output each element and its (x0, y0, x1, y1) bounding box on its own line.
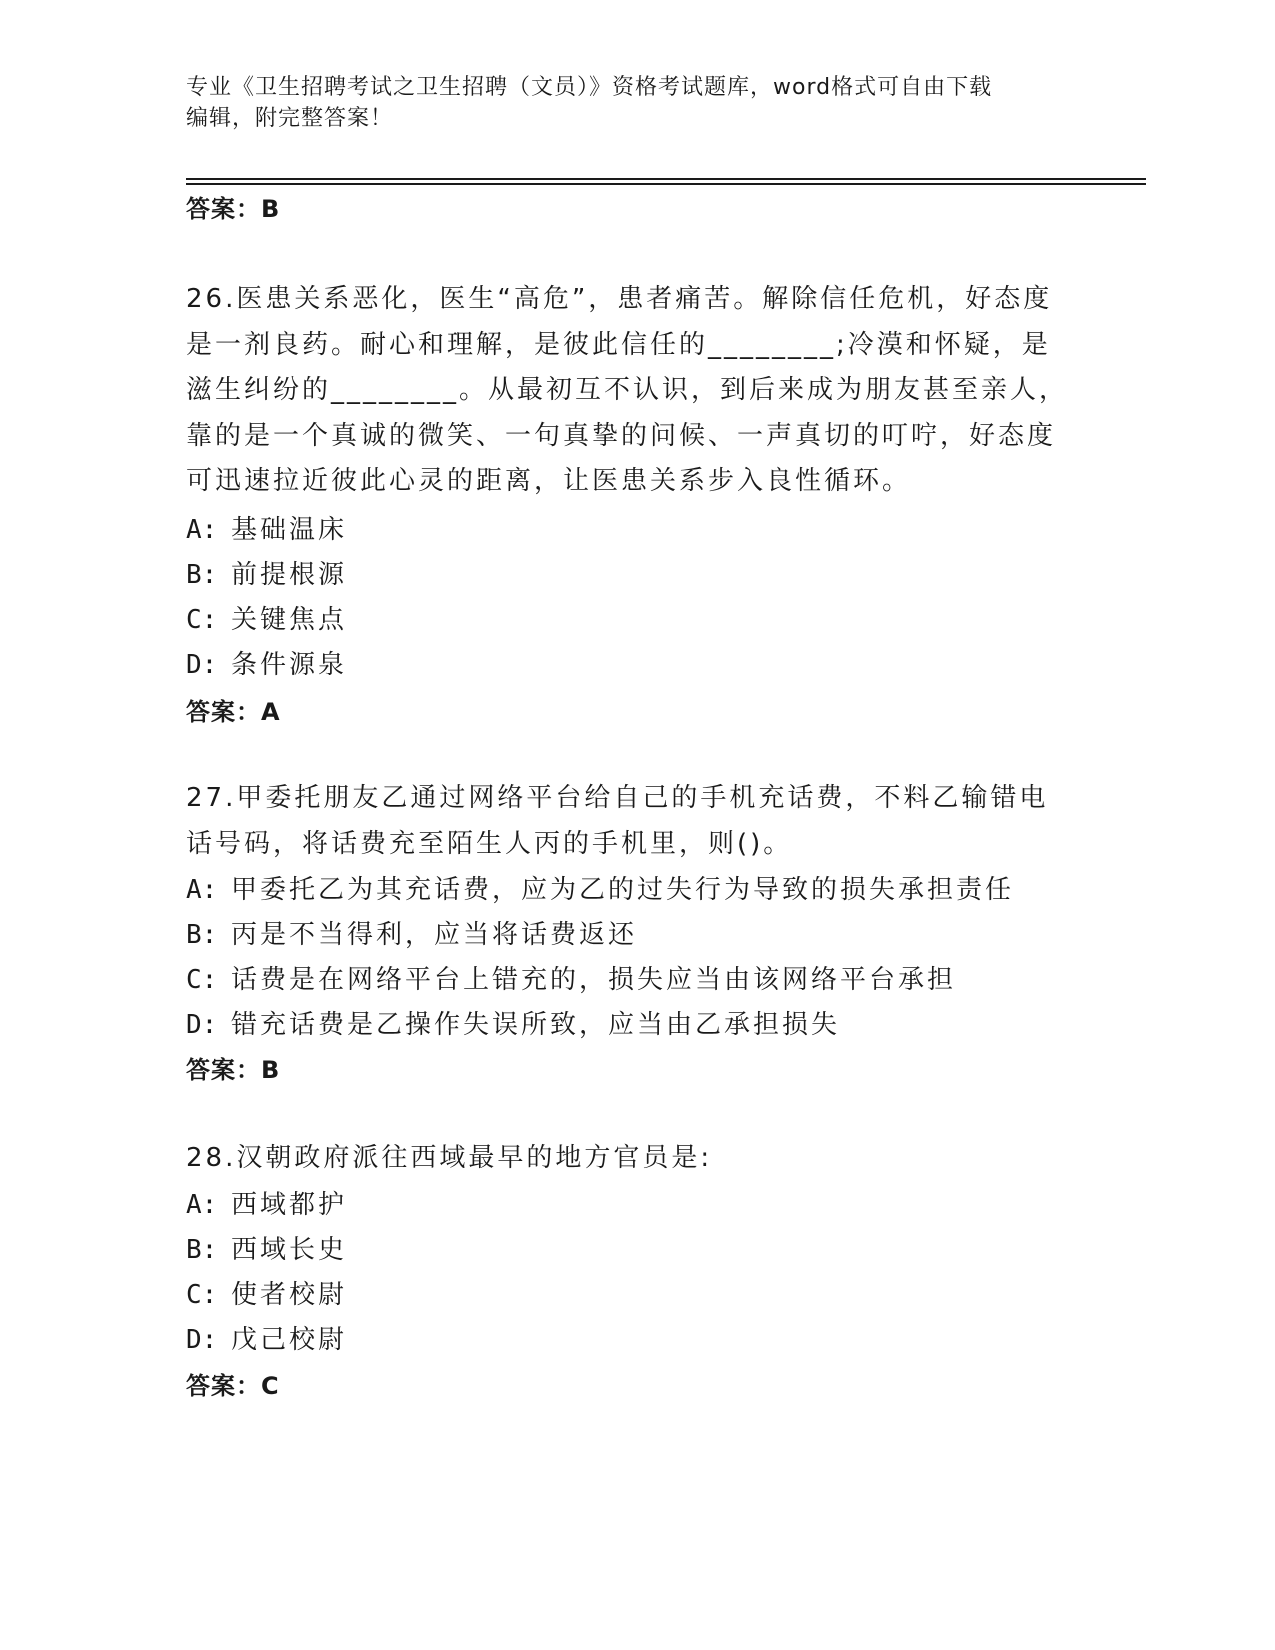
option-text: 关键焦点 (231, 605, 348, 635)
option-text: 话费是在网络平台上错充的，损失应当由该网络平台承担 (231, 965, 957, 995)
question-28-option-b (186, 1229, 347, 1266)
option-letter: B: (186, 560, 218, 590)
question-text: 甲委托朋友乙通过网络平台给自己的手机充话费，不料乙输错电话号码，将话费充至陌生人丙的手机里，则()。 (186, 783, 1049, 859)
option-letter: A: (186, 875, 218, 905)
header-line-2: 编辑，附完整答案！ (186, 106, 394, 131)
question-28-option-d (186, 1319, 347, 1356)
previous-answer (186, 189, 280, 224)
answer-value: A (261, 698, 281, 726)
question-26-option-d (186, 644, 347, 681)
question-26-answer (186, 692, 281, 727)
option-text: 西域长史 (231, 1235, 348, 1265)
question-27-stem (186, 776, 1076, 867)
option-text: 错充话费是乙操作失误所致，应当由乙承担损失 (231, 1010, 841, 1040)
question-26-option-a (186, 509, 347, 546)
question-28-option-a (186, 1184, 347, 1221)
question-28-option-c (186, 1274, 347, 1311)
option-letter: B: (186, 920, 218, 950)
option-letter: D: (186, 1325, 218, 1355)
header-divider-bottom (186, 183, 1146, 185)
question-26-option-b (186, 554, 347, 591)
answer-label: 答案： (186, 698, 261, 726)
option-text: 使者校尉 (231, 1280, 348, 1310)
option-text: 条件源泉 (231, 650, 348, 680)
header-line-1: 专业《卫生招聘考试之卫生招聘（文员）》资格考试题库，word格式可自由下载 (186, 75, 993, 100)
option-text: 戊己校尉 (231, 1325, 348, 1355)
answer-value: B (261, 195, 281, 223)
answer-value: B (261, 1056, 281, 1084)
question-27-answer (186, 1050, 280, 1085)
question-text: 医患关系恶化，医生“高危”，患者痛苦。解除信任危机，好态度是一剂良药。耐心和理解，是彼此信任的________;冷漠和怀疑，是滋生纠纷的________。从最初互不认识，到后来成为朋友甚至亲人，靠的是一个真诚的微笑、一句真挚的问候、一声真切的叮咛，好态度可迅速拉近彼此心灵的距离，让医患关系步入良性循环。 (186, 284, 1069, 496)
question-number: 26. (186, 284, 237, 314)
answer-label: 答案： (186, 1056, 261, 1084)
question-number: 28. (186, 1143, 237, 1173)
option-letter: C: (186, 965, 218, 995)
question-26-option-c (186, 599, 347, 636)
option-letter: C: (186, 1280, 218, 1310)
answer-value: C (261, 1372, 280, 1400)
question-26-stem (186, 277, 1076, 505)
option-letter: D: (186, 650, 218, 680)
option-letter: B: (186, 1235, 218, 1265)
option-text: 基础温床 (231, 515, 348, 545)
option-text: 甲委托乙为其充话费，应为乙的过失行为导致的损失承担责任 (231, 875, 1015, 905)
question-number: 27. (186, 783, 237, 813)
question-28-stem (186, 1136, 1076, 1182)
header-divider-top (186, 178, 1146, 180)
question-27-option-d (186, 1004, 840, 1041)
option-letter: A: (186, 515, 218, 545)
question-27-option-b (186, 914, 637, 951)
question-27-option-c (186, 959, 956, 996)
option-letter: A: (186, 1190, 218, 1220)
option-text: 前提根源 (231, 560, 348, 590)
option-text: 西域都护 (231, 1190, 348, 1220)
answer-label: 答案： (186, 1372, 261, 1400)
option-letter: D: (186, 1010, 218, 1040)
document-header (186, 72, 1086, 134)
option-text: 丙是不当得利，应当将话费返还 (231, 920, 638, 950)
question-text: 汉朝政府派往西域最早的地方官员是: (236, 1143, 713, 1173)
option-letter: C: (186, 605, 218, 635)
answer-label: 答案： (186, 195, 261, 223)
question-27-option-a (186, 869, 1014, 906)
question-28-answer (186, 1366, 280, 1401)
